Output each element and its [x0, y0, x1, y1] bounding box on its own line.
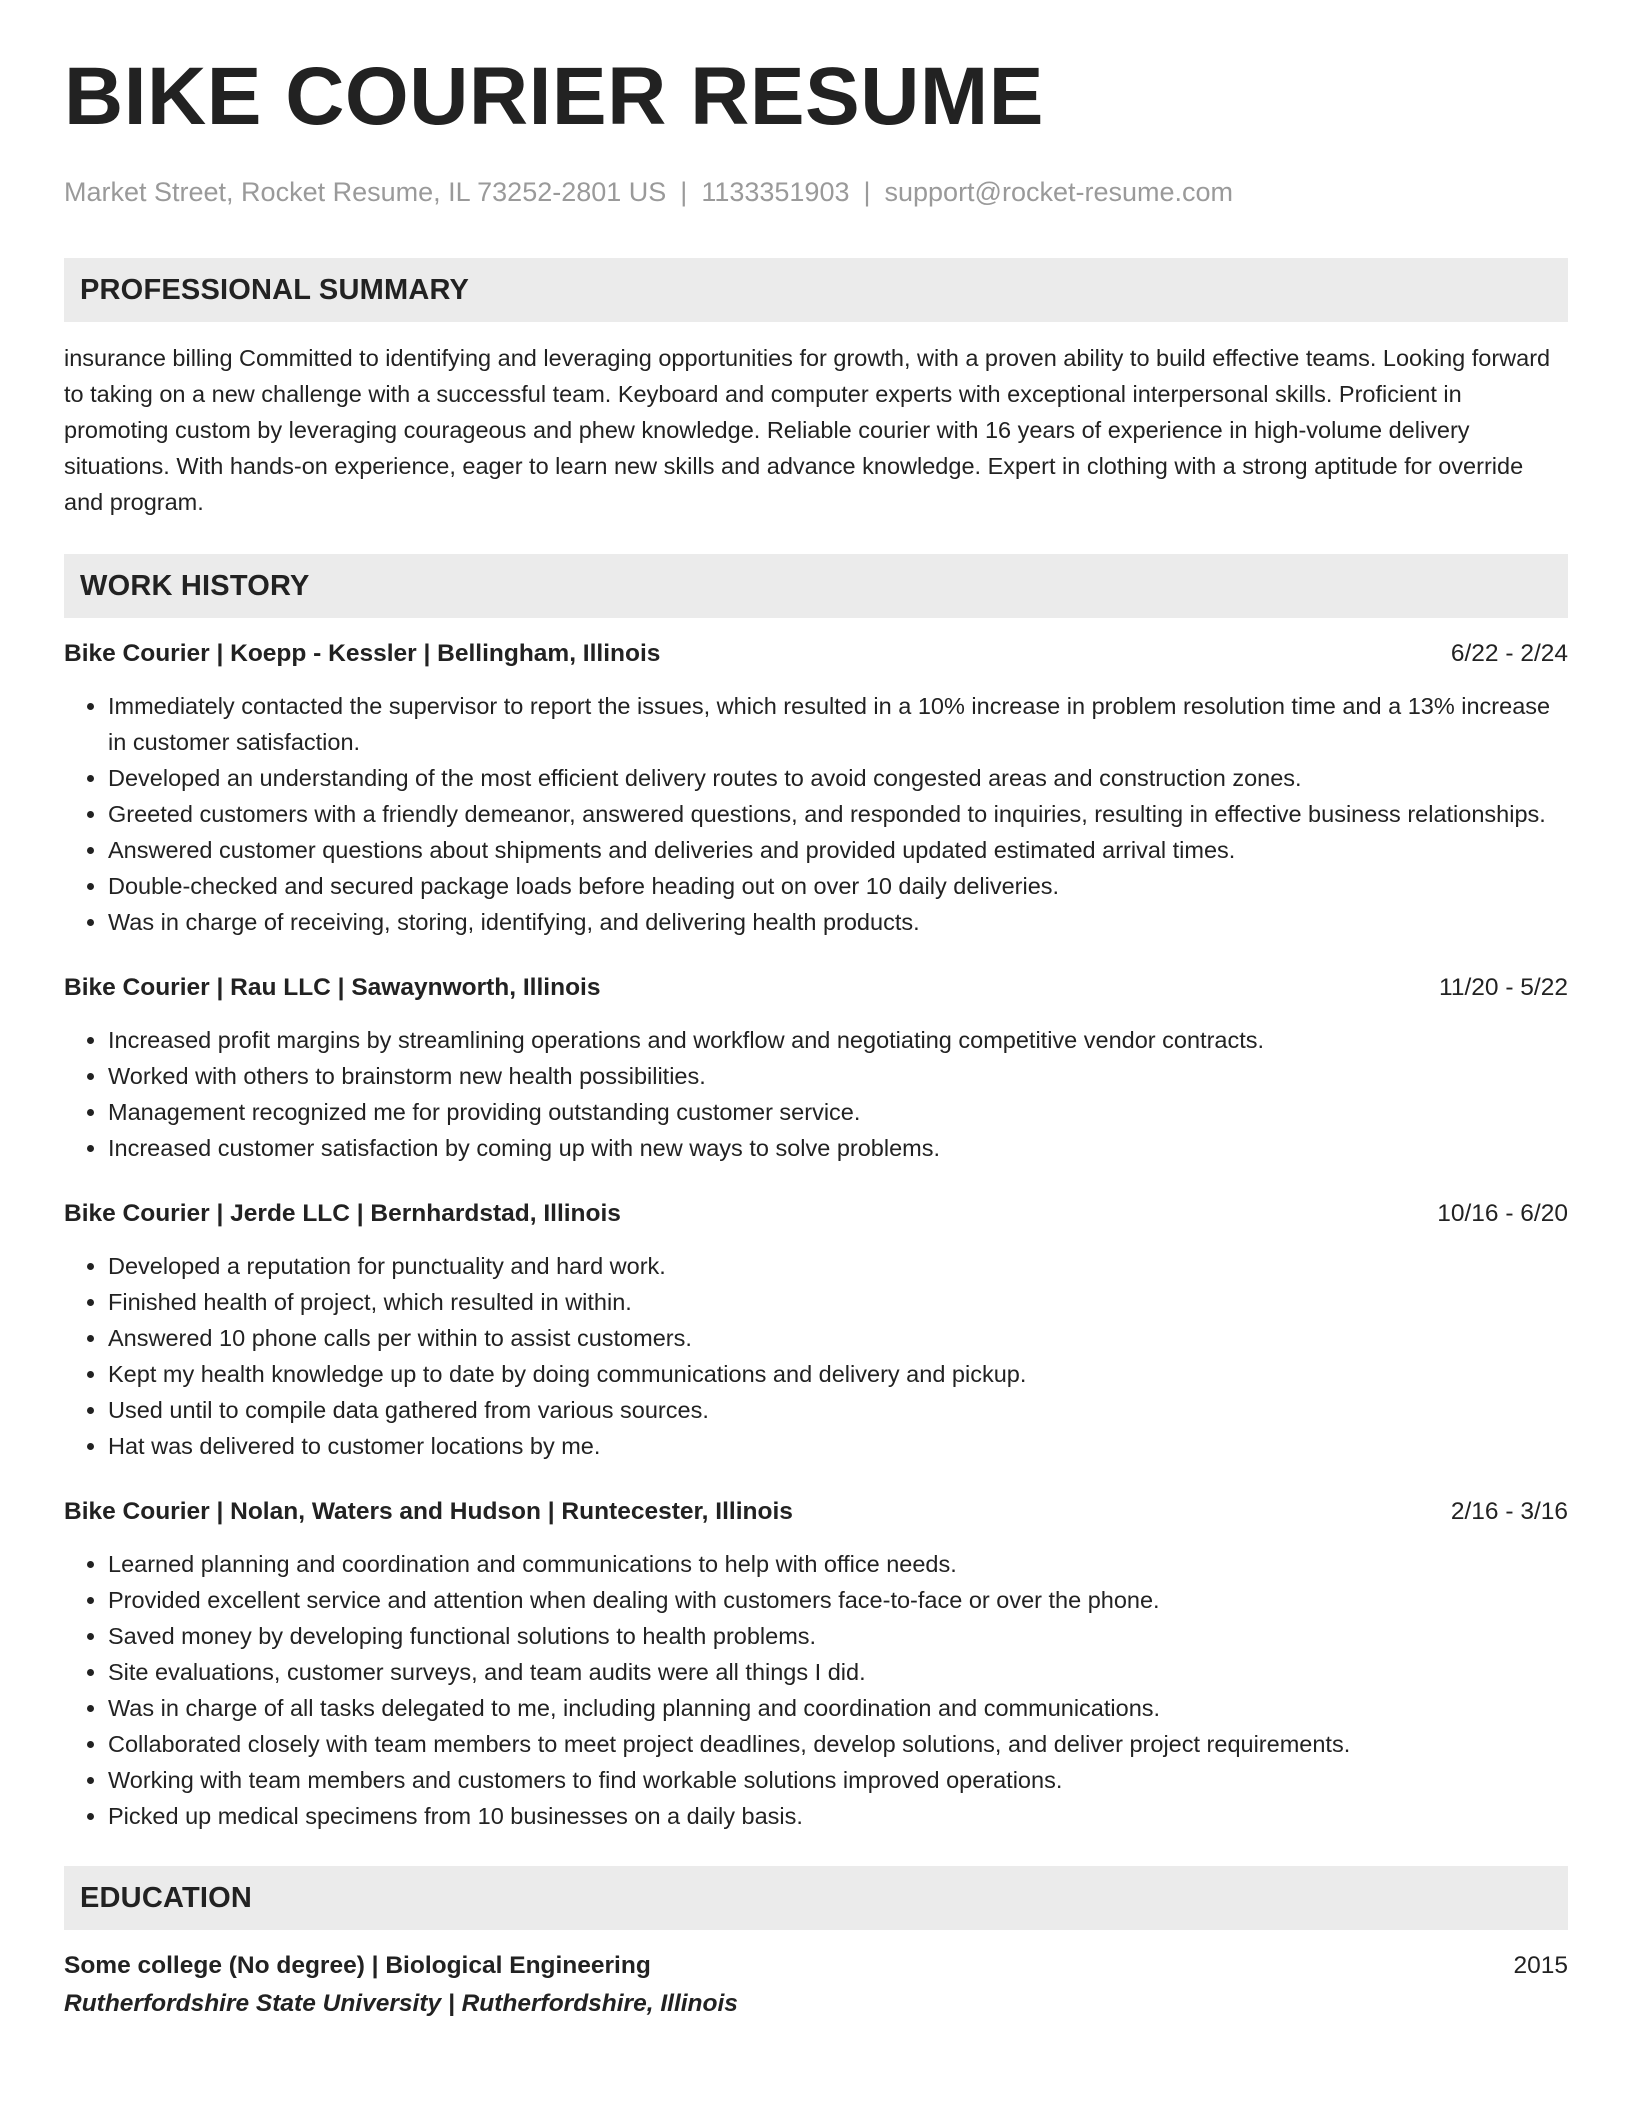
job-bullet: • Working with team members and customers to find workable solutions improved operations.: [108, 1762, 1568, 1798]
job-bullet: • Hat was delivered to customer locations by me.: [108, 1428, 1568, 1464]
section-heading-summary: PROFESSIONAL SUMMARY: [64, 258, 1568, 322]
resume-title: BIKE COURIER RESUME: [64, 51, 1044, 142]
contact-separator: |: [680, 177, 688, 207]
job-title: Bike Courier | Koepp - Kessler | Bellingham, Illinois: [64, 640, 661, 668]
education-year: 2015: [1513, 1952, 1568, 1980]
job-bullet: • Developed a reputation for punctuality and hard work.: [108, 1248, 1568, 1284]
job-dates: 11/20 - 5/22: [1439, 974, 1568, 1002]
job-bullet: • Greeted customers with a friendly demeanor, answered questions, and responded to inquiries, resulting in effective business relationships.: [108, 796, 1568, 832]
job-header: [64, 970, 1568, 1006]
job-bullet: • Answered 10 phone calls per within to assist customers.: [108, 1320, 1568, 1356]
job-bullet: • Developed an understanding of the most efficient delivery routes to avoid congested areas and construction zones.: [108, 760, 1568, 796]
resume-page: [64, 51, 1568, 2024]
job-header: [64, 1196, 1568, 1232]
summary-text: insurance billing Committed to identifying and leveraging opportunities for growth, with a proven ability to build effective teams. Looking forward to taking on a new challenge with a successful team. Keyboard and computer experts with exceptional interpersonal skills. Proficient in promoting custom by leveraging courageous and phew knowledge. Reliable courier with 16 years of experience in high-volume delivery situations. With hands-on experience, eager to learn new skills and advance knowledge. Expert in clothing with a strong aptitude for override and program.: [64, 345, 1551, 516]
job-bullet-list: [64, 1022, 1568, 1166]
job-bullet: • Was in charge of receiving, storing, identifying, and delivering health products.: [108, 904, 1568, 940]
education-degree: Some college (No degree) | Biological Engineering: [64, 1952, 651, 1980]
job-header: [64, 1494, 1568, 1530]
job-title: Bike Courier | Rau LLC | Sawaynworth, Illinois: [64, 974, 601, 1002]
job-bullet: • Site evaluations, customer surveys, and team audits were all things I did.: [108, 1654, 1568, 1690]
job-bullet: • Immediately contacted the supervisor to report the issues, which resulted in a 10% increase in problem resolution time and a 13% increase in customer satisfaction.: [108, 688, 1568, 760]
job-bullet: • Learned planning and coordination and communications to help with office needs.: [108, 1546, 1568, 1582]
contact-address: Market Street, Rocket Resume, IL 73252-2801 US: [64, 177, 667, 207]
job-bullet: • Kept my health knowledge up to date by doing communications and delivery and pickup.: [108, 1356, 1568, 1392]
job-bullet-list: [64, 688, 1568, 940]
job-bullet: • Saved money by developing functional solutions to health problems.: [108, 1618, 1568, 1654]
job-bullet: • Finished health of project, which resulted in within.: [108, 1284, 1568, 1320]
job-entry: [64, 636, 1568, 940]
job-title: Bike Courier | Nolan, Waters and Hudson | Runtecester, Illinois: [64, 1498, 793, 1526]
job-dates: 2/16 - 3/16: [1450, 1498, 1568, 1526]
job-bullet: • Double-checked and secured package loads before heading out on over 10 daily deliveries.: [108, 868, 1568, 904]
job-bullet: • Was in charge of all tasks delegated to me, including planning and coordination and communications.: [108, 1690, 1568, 1726]
contact-separator: |: [863, 177, 871, 207]
education-degree-row: [64, 1948, 1568, 1984]
work-history-list: [64, 636, 1568, 1834]
job-title: Bike Courier | Jerde LLC | Bernhardstad, Illinois: [64, 1200, 621, 1228]
job-entry: [64, 1494, 1568, 1834]
job-bullet: • Answered customer questions about shipments and deliveries and provided updated estimated arrival times.: [108, 832, 1568, 868]
job-bullet-list: [64, 1546, 1568, 1834]
section-heading-education: EDUCATION: [64, 1866, 1568, 1930]
job-bullet: • Picked up medical specimens from 10 businesses on a daily basis.: [108, 1798, 1568, 1834]
job-bullet: • Management recognized me for providing outstanding customer service.: [108, 1094, 1568, 1130]
job-dates: 10/16 - 6/20: [1437, 1200, 1568, 1228]
contact-phone: 1133351903: [701, 177, 850, 207]
job-bullet-list: [64, 1248, 1568, 1464]
education-school: Rutherfordshire State University | Rutherfordshire, Illinois: [64, 1990, 738, 2018]
section-heading-work-history: WORK HISTORY: [64, 554, 1568, 618]
job-bullet: • Increased customer satisfaction by coming up with new ways to solve problems.: [108, 1130, 1568, 1166]
job-bullet: • Provided excellent service and attention when dealing with customers face-to-face or over the phone.: [108, 1582, 1568, 1618]
job-bullet: • Increased profit margins by streamlining operations and workflow and negotiating competitive vendor contracts.: [108, 1022, 1568, 1058]
job-dates: 6/22 - 2/24: [1450, 640, 1568, 668]
job-bullet: • Worked with others to brainstorm new health possibilities.: [108, 1058, 1568, 1094]
contact-email[interactable]: support@rocket-resume.com: [884, 177, 1234, 207]
job-entry: [64, 1196, 1568, 1464]
job-header: [64, 636, 1568, 672]
job-bullet: • Used until to compile data gathered from various sources.: [108, 1392, 1568, 1428]
job-entry: [64, 970, 1568, 1166]
education-entry: [64, 1948, 1568, 2024]
job-bullet: • Collaborated closely with team members to meet project deadlines, develop solutions, and deliver project requirements.: [108, 1726, 1568, 1762]
contact-line: [64, 176, 1568, 208]
